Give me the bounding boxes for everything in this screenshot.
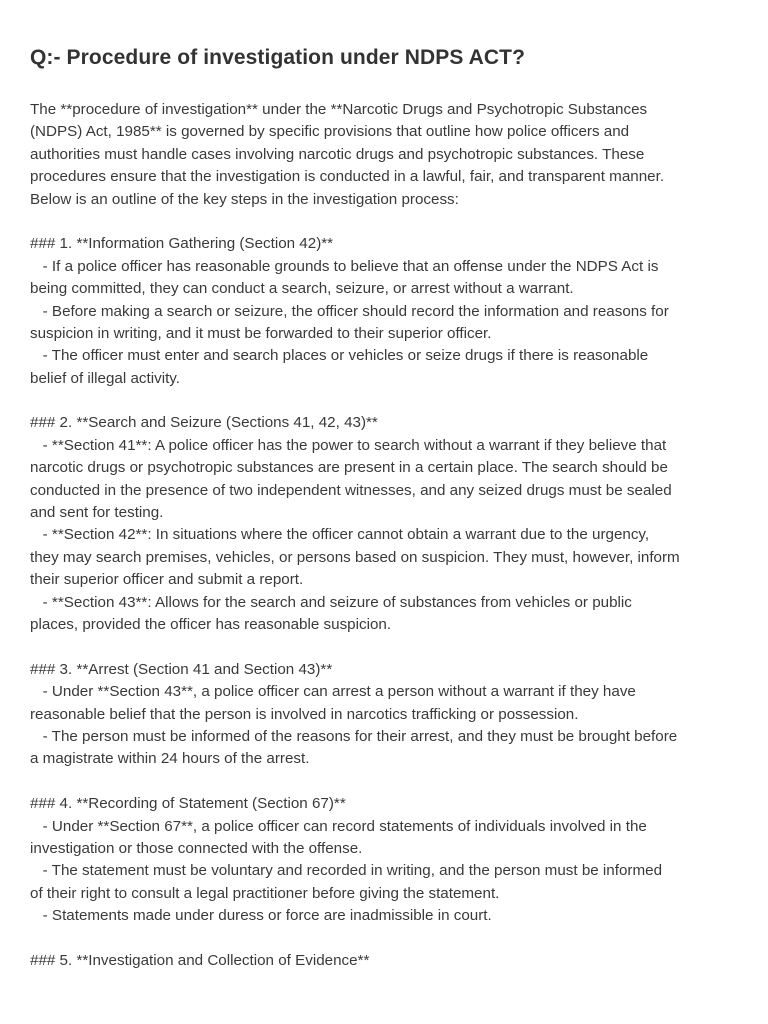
text-line: their superior officer and submit a report. — [30, 571, 304, 589]
text-line: ### 3. **Arrest (Section 41 and Section 43)** — [30, 660, 333, 678]
text-line: - Statements made under duress or force are inadmissible in court. — [30, 907, 492, 925]
page-title: Q:- Procedure of investigation under NDPS ACT? — [30, 46, 526, 69]
text-line: - If a police officer has reasonable grounds to believe that an offense under the NDPS Act is — [30, 257, 659, 275]
text-line: procedures ensure that the investigation is conducted in a lawful, fair, and transparent manner. — [30, 168, 665, 186]
blank-line — [30, 927, 750, 949]
text-line: narcotic drugs or psychotropic substances are present in a certain place. The search should be — [30, 459, 668, 477]
text-line: ### 1. **Information Gathering (Section 42)** — [30, 235, 334, 253]
text-line: ### 5. **Investigation and Collection of Evidence** — [30, 951, 370, 969]
text-line: conducted in the presence of two independent witnesses, and any seized drugs must be sealed — [30, 481, 672, 499]
blank-line — [30, 636, 750, 658]
text-line: of their right to consult a legal practitioner before giving the statement. — [30, 884, 500, 902]
blank-line — [30, 390, 750, 412]
text-line: - The officer must enter and search places or vehicles or seize drugs if there is reasonable — [30, 347, 649, 365]
text-line: - The person must be informed of the reasons for their arrest, and they must be brought before — [30, 727, 678, 745]
text-line: and sent for testing. — [30, 504, 164, 522]
text-line: - Before making a search or seizure, the officer should record the information and reasons for — [30, 302, 669, 320]
text-line: places, provided the officer has reasonable suspicion. — [30, 615, 392, 633]
text-line: - **Section 42**: In situations where the officer cannot obtain a warrant due to the urgency, — [30, 526, 650, 544]
text-line: - The statement must be voluntary and recorded in writing, and the person must be informed — [30, 862, 663, 880]
text-line: a magistrate within 24 hours of the arrest. — [30, 750, 310, 768]
text-line: - **Section 41**: A police officer has the power to search without a warrant if they believe that — [30, 436, 667, 454]
text-line: Below is an outline of the key steps in the investigation process: — [30, 190, 459, 208]
text-line: ### 4. **Recording of Statement (Section 67)** — [30, 795, 346, 813]
text-line: reasonable belief that the person is involved in narcotics trafficking or possession. — [30, 705, 579, 723]
text-line: authorities must handle cases involving narcotic drugs and psychotropic substances. These — [30, 145, 645, 163]
text-line: ### 2. **Search and Seizure (Sections 41, 42, 43)** — [30, 414, 378, 432]
blank-line — [30, 771, 750, 793]
document-body — [30, 99, 750, 972]
text-line: The **procedure of investigation** under the **Narcotic Drugs and Psychotropic Substances — [30, 101, 648, 118]
blank-line — [30, 211, 750, 233]
text-line: - Under **Section 67**, a police officer can record statements of individuals involved in the — [30, 817, 647, 835]
text-line: suspicion in writing, and it must be forwarded to their superior officer. — [30, 324, 492, 342]
text-line: investigation or those connected with the offense. — [30, 839, 363, 857]
text-line: being committed, they can conduct a search, seizure, or arrest without a warrant. — [30, 280, 574, 298]
text-line: - **Section 43**: Allows for the search and seizure of substances from vehicles or public — [30, 593, 632, 611]
text-line: belief of illegal activity. — [30, 369, 180, 387]
text-line: - Under **Section 43**, a police officer can arrest a person without a warrant if they have — [30, 683, 636, 701]
text-line: they may search premises, vehicles, or persons based on suspicion. They must, however, inform — [30, 548, 680, 566]
text-line: (NDPS) Act, 1985** is governed by specific provisions that outline how police officers and — [30, 123, 630, 141]
